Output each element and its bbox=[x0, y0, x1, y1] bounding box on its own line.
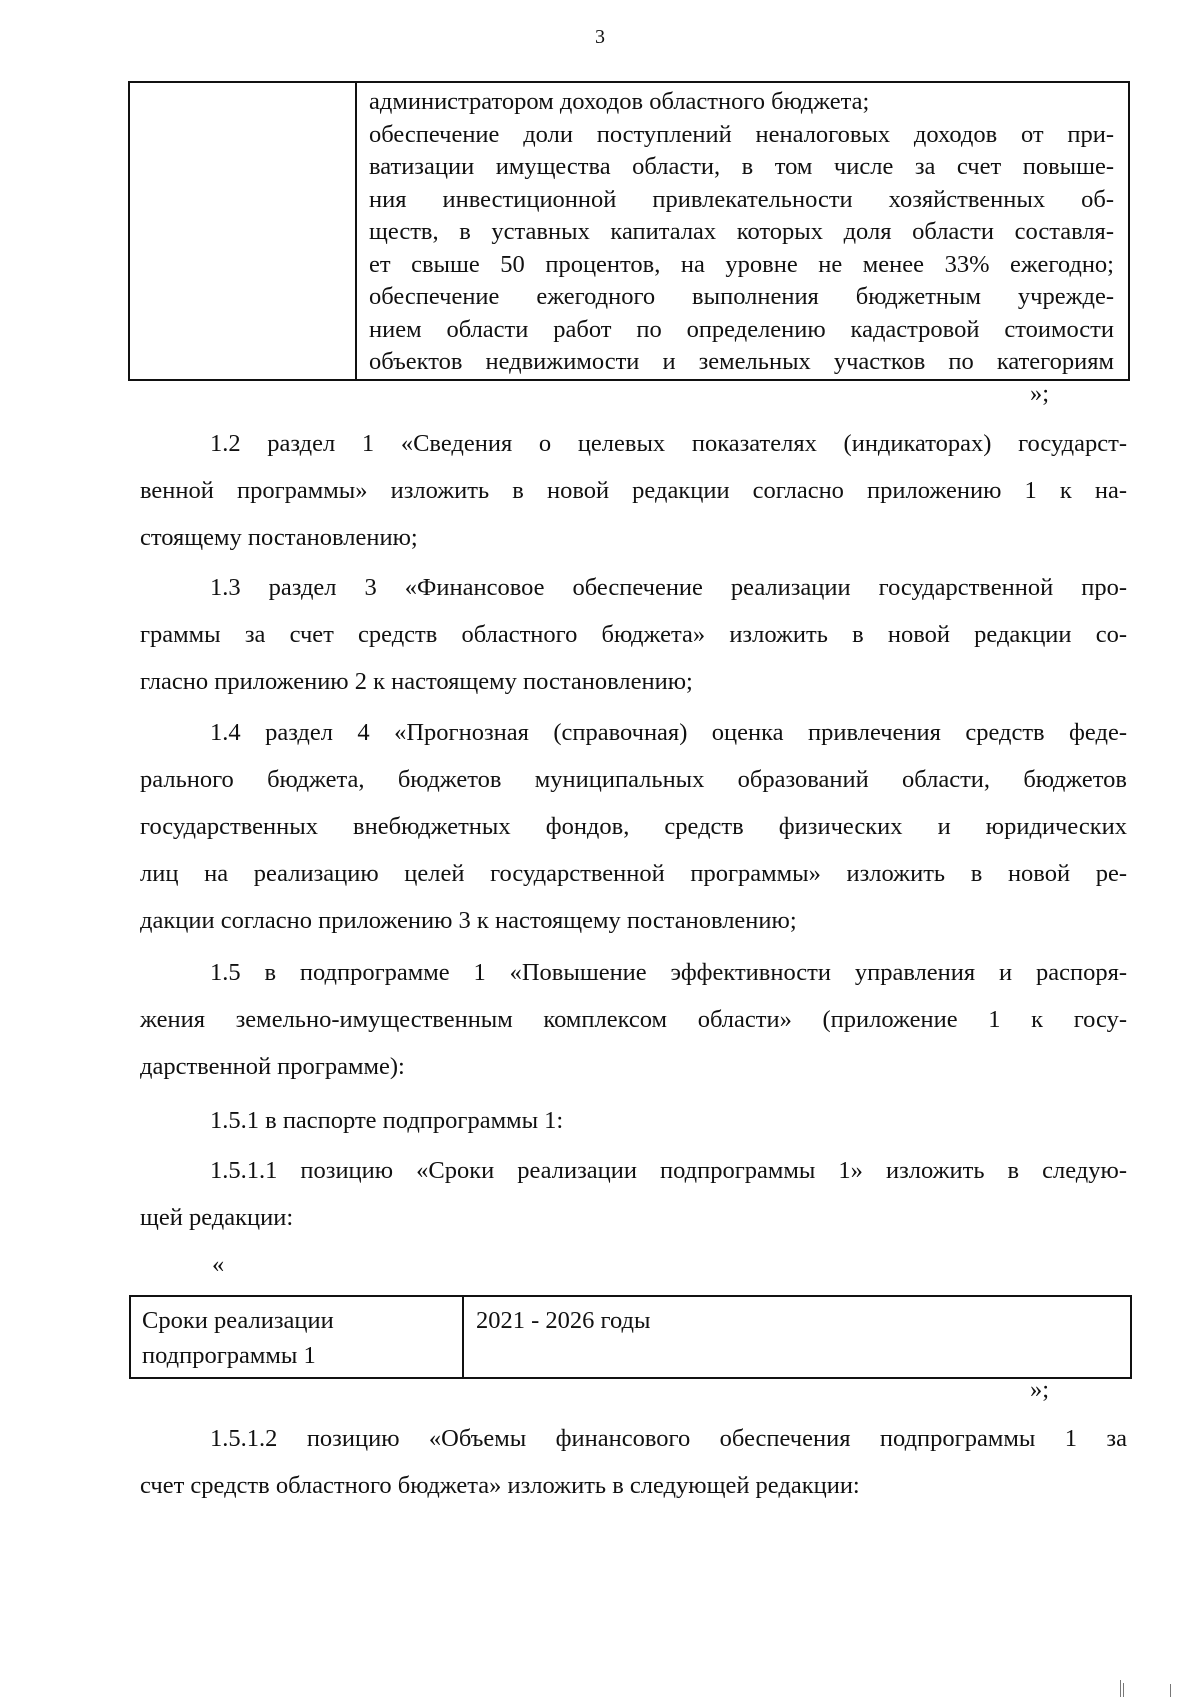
scan-artifact-mark bbox=[1120, 1680, 1121, 1697]
closing-quote: »; bbox=[1030, 1376, 1050, 1403]
paragraph-line: рального бюджета, бюджетов муниципальных образований области, бюджетов bbox=[140, 766, 1127, 793]
table-line: нием области работ по определению кадастровой стоимости bbox=[369, 315, 1114, 343]
table-line: обеспечение доли поступлений неналоговых доходов от при- bbox=[369, 120, 1114, 148]
paragraph-line: дакции согласно приложению 3 к настоящему постановлению; bbox=[140, 907, 797, 934]
table-line: ет свыше 50 процентов, на уровне не менее 33% ежегодно; bbox=[369, 250, 1114, 278]
paragraph-line: граммы за счет средств областного бюджета» изложить в новой редакции со- bbox=[140, 621, 1127, 648]
scan-artifact-mark bbox=[1170, 1684, 1171, 1697]
scan-artifact-mark bbox=[1123, 1683, 1124, 1697]
paragraph-line: 1.2 раздел 1 «Сведения о целевых показателях (индикаторах) государст- bbox=[210, 430, 1127, 457]
paragraph-1-4 bbox=[140, 709, 1127, 944]
period-value-cell bbox=[463, 1296, 1131, 1378]
table-line: ществ, в уставных капиталах которых доля области составля- bbox=[369, 218, 1114, 245]
period-label-cell bbox=[130, 1296, 463, 1378]
paragraph-line: дарственной программе): bbox=[140, 1053, 405, 1080]
paragraph-line: щей редакции: bbox=[140, 1204, 294, 1231]
table-line: ватизации имущества области, в том числе за счет повыше- bbox=[369, 153, 1114, 180]
paragraph-line: лиц на реализацию целей государственной программы» изложить в новой ре- bbox=[140, 860, 1127, 887]
paragraph-1-3 bbox=[140, 564, 1127, 705]
period-value: 2021 - 2026 годы bbox=[476, 1307, 651, 1334]
opening-quote: « bbox=[212, 1251, 225, 1278]
paragraph-line: 1.3 раздел 3 «Финансовое обеспечение реализации государственной про- bbox=[210, 574, 1127, 601]
paragraph-line: стоящему постановлению; bbox=[140, 524, 418, 551]
paragraph-line: 1.5.1.2 позицию «Объемы финансового обеспечения подпрограммы 1 за bbox=[210, 1425, 1127, 1452]
paragraph-line: 1.4 раздел 4 «Прогнозная (справочная) оценка привлечения средств феде- bbox=[210, 719, 1127, 746]
table-left-cell bbox=[129, 82, 356, 380]
paragraph-1-5-1-1 bbox=[140, 1147, 1127, 1241]
paragraph-line: 1.5.1.1 позицию «Сроки реализации подпрограммы 1» изложить в следую- bbox=[210, 1157, 1127, 1184]
paragraph-line: жения земельно-имущественным комплексом области» (приложение 1 к госу- bbox=[140, 1006, 1127, 1033]
closing-quote: »; bbox=[1030, 380, 1050, 407]
page-number: 3 bbox=[595, 26, 605, 48]
table-line: обеспечение ежегодного выполнения бюджетным учрежде- bbox=[369, 283, 1114, 310]
paragraph-line: гласно приложению 2 к настоящему постановлению; bbox=[140, 668, 693, 695]
paragraph-line: 1.5.1 в паспорте подпрограммы 1: bbox=[210, 1107, 564, 1134]
table-right-cell bbox=[356, 82, 1129, 380]
paragraph-1-2 bbox=[140, 420, 1127, 561]
table-line: объектов недвижимости и земельных участков по категориям bbox=[369, 348, 1114, 375]
paragraph-line: венной программы» изложить в новой редакции согласно приложению 1 к на- bbox=[140, 477, 1127, 504]
table-line: ния инвестиционной привлекательности хозяйственных об- bbox=[369, 185, 1114, 213]
table-line: администратором доходов областного бюджета; bbox=[369, 88, 870, 115]
paragraph-1-5-1-2 bbox=[140, 1415, 1127, 1509]
paragraph-line: счет средств областного бюджета» изложить в следующей редакции: bbox=[140, 1472, 860, 1499]
implementation-period-table bbox=[129, 1295, 1132, 1379]
period-label-line: подпрограммы 1 bbox=[142, 1342, 316, 1369]
paragraph-1-5-1 bbox=[140, 1097, 1127, 1144]
paragraph-line: 1.5 в подпрограмме 1 «Повышение эффективности управления и распоря- bbox=[210, 959, 1127, 986]
paragraph-1-5 bbox=[140, 949, 1127, 1090]
period-label-line: Сроки реализации bbox=[142, 1307, 334, 1334]
indicators-table-continuation bbox=[128, 81, 1130, 381]
paragraph-line: государственных внебюджетных фондов, средств физических и юридических bbox=[140, 813, 1127, 840]
